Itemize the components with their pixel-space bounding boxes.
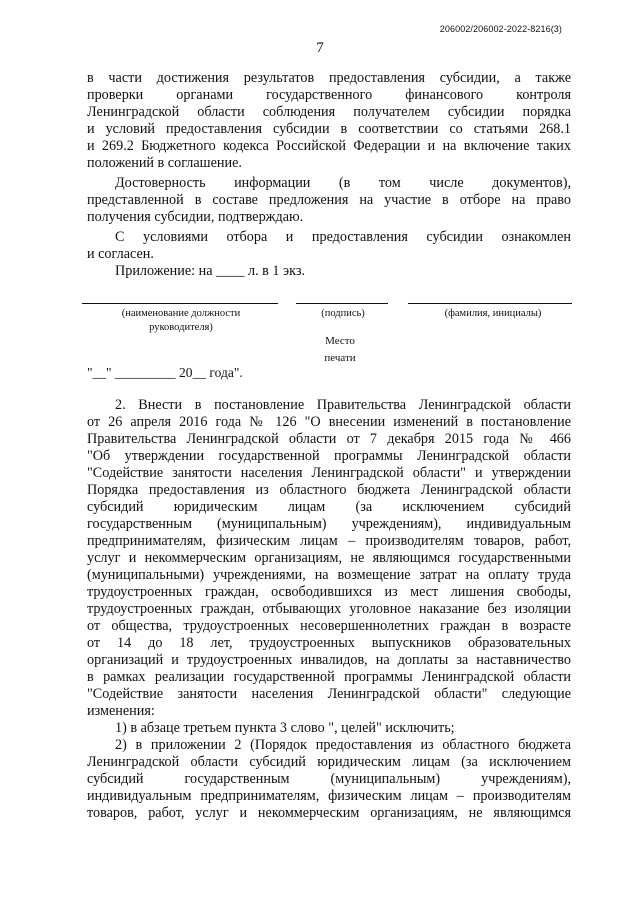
text-line: в рамках реализации государственной программы Ленинградской области [87,669,571,685]
text-line: "Об утверждении государственной программы Ленинградской области [87,448,571,464]
page-number: 7 [316,40,324,56]
text-line: представленной в составе предложения на участие в отборе на право [87,192,571,208]
text-line: в части достижения результатов предоставления субсидии, а также [87,70,571,86]
stamp-caption-line1: Место [325,335,355,347]
signature-caption: (подпись) [321,308,365,319]
text-line: Ленинградской области соблюдения получателем субсидии порядка [87,104,571,120]
text-line: получения субсидии, подтверждаю. [87,209,304,225]
position-line [82,303,278,304]
text-line: "Содействие занятости населения Ленинградской области" и утверждении [87,465,571,481]
text-line: услуг и некоммерческим организациям, не являющимся государственными [87,550,571,566]
text-line: трудоустроенных граждан, освободившихся из мест лишения свободы, [87,584,571,600]
text-line: изменения: [87,703,155,719]
text-line: и согласен. [87,246,154,262]
name-caption: (фамилия, инициалы) [444,308,542,319]
text-line: положений в соглашение. [87,155,242,171]
text-line: государственным (муниципальным) учреждениям), индивидуальным [87,516,571,532]
date-line: "__" _________ 20__ года". [87,365,243,380]
text-line: 1) в абзаце третьем пункта 3 слово ", целей" исключить; [115,720,455,736]
text-line: от 14 до 18 лет, трудоустроенных выпускников образовательных [87,635,571,651]
text-line: "Содействие занятости населения Ленинградской области" следующие [87,686,571,702]
position-caption [96,307,266,335]
text-line: 2. Внести в постановление Правительства Ленинградской области [115,397,571,413]
position-caption-line1: (наименование должности [121,308,241,319]
name-line [408,303,572,304]
stamp-caption-line2: печати [324,352,356,364]
text-line: (муниципальными) учреждениями, на возмещение затрат на оплату труда [87,567,571,583]
text-line: Достоверность информации (в том числе документов), [115,175,571,191]
text-line: товаров, работ, услуг и некоммерческим организациям, не являющимся [87,805,571,821]
text-line: 2) в приложении 2 (Порядок предоставления из областного бюджета [115,737,571,753]
text-line: организаций и трудоустроенных инвалидов, на доплаты за наставничество [87,652,571,668]
text-line: субсидий юридическим лицам (за исключением субсидий [87,499,571,515]
text-line: Правительства Ленинградской области от 7 декабря 2015 года № 466 [87,431,571,447]
signature-line [296,303,388,304]
text-line: индивидуальным предпринимателям, физическим лицам – производителям [87,788,571,804]
text-line: от 26 апреля 2016 года № 126 "О внесении изменений в постановление [87,414,571,430]
text-line: и 269.2 Бюджетного кодекса Российской Федерации и на включение таких [87,138,571,154]
text-line: Порядка предоставления из областного бюджета Ленинградской области [87,482,571,498]
text-line: Ленинградской области субсидий юридическим лицам (за исключением [87,754,571,770]
text-line: проверки органами государственного финансового контроля [87,87,571,103]
text-line: трудоустроенных граждан, отбывающих уголовное наказание без изоляции [87,601,571,617]
text-line: предпринимателям, физическим лицам – производителям товаров, работ, [87,533,571,549]
text-line: и условий предоставления субсидии в соответствии со статьями 268.1 [87,121,571,137]
text-line: С условиями отбора и предоставления субсидии ознакомлен [115,229,571,245]
text-line: субсидий государственным (муниципальным) учреждениям), [87,771,571,787]
position-caption-line2: руководителя) [149,322,213,333]
attachment-line: Приложение: на ____ л. в 1 экз. [115,263,305,279]
text-line: от общества, трудоустроенных несовершеннолетних граждан в возрасте [87,618,571,634]
document-code: 206002/206002-2022-8216(3) [439,24,562,34]
